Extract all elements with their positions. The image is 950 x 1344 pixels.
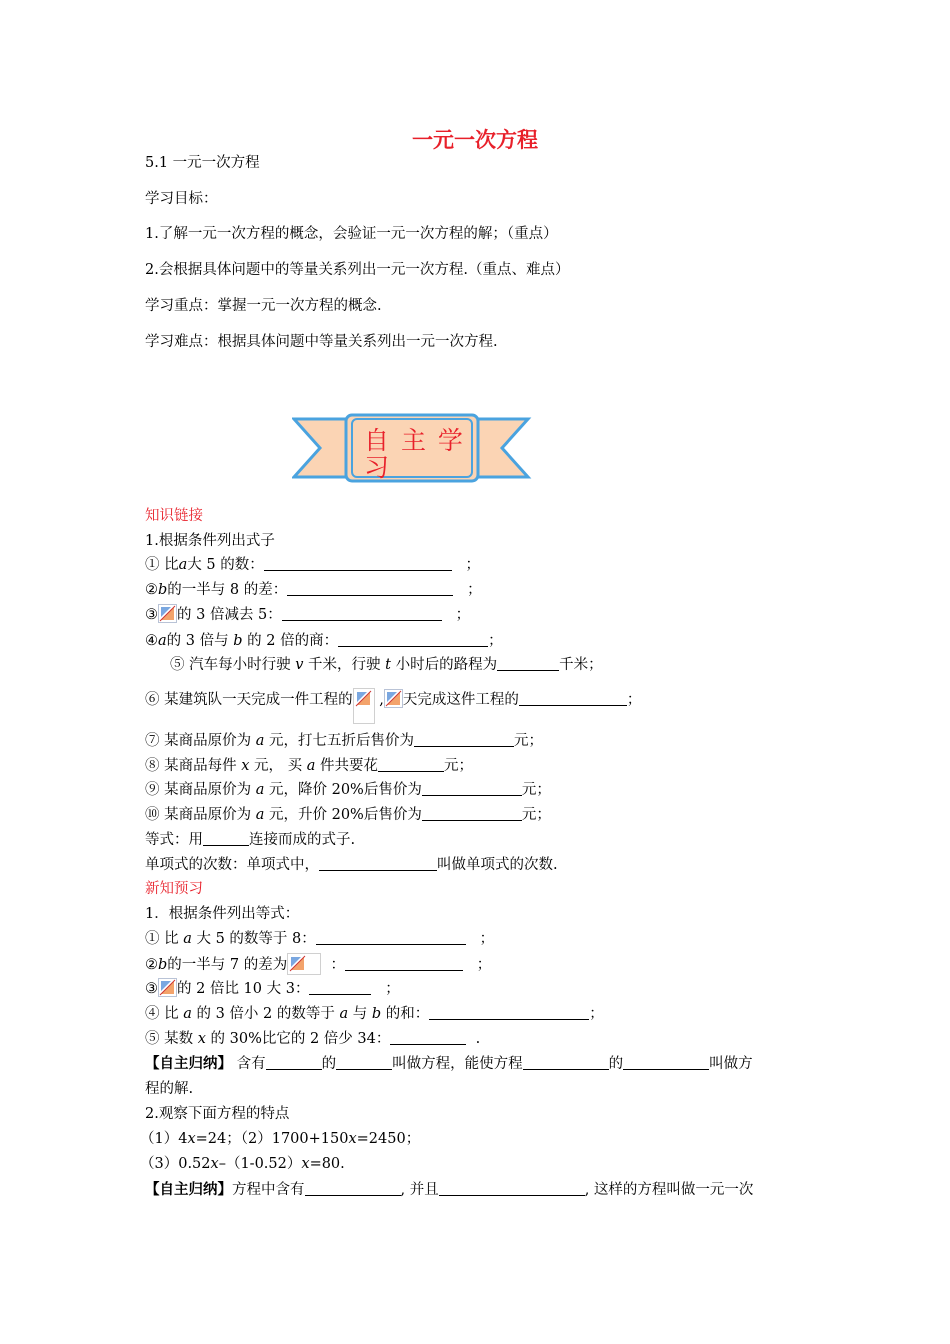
broken-image-icon — [158, 978, 177, 997]
knowledge-link-heading: 知识链接 — [145, 508, 203, 524]
answer-blank — [336, 1054, 392, 1070]
answer-blank — [497, 655, 559, 671]
answer-blank — [264, 555, 452, 571]
goal-2: 2.会根据具体问题中的等量关系列出一元一次方程.（重点、难点） — [145, 262, 570, 278]
page-title: 一元一次方程 — [412, 128, 538, 152]
p-item-2: ②b的一半与 7 的差为 ： ； — [145, 953, 491, 975]
section-heading: 5.1 一元一次方程 — [145, 155, 260, 171]
answer-blank — [422, 805, 522, 821]
answer-blank — [203, 830, 249, 846]
answer-blank — [338, 631, 488, 647]
answer-blank — [345, 955, 463, 971]
answer-blank — [439, 1180, 585, 1196]
k-item-7: ⑦ 某商品原价为 a 元，打七五折后售价为 元； — [145, 733, 543, 749]
broken-image-icon — [355, 690, 372, 707]
answer-blank — [422, 780, 522, 796]
section-banner — [292, 413, 532, 497]
preview-heading: 新知预习 — [145, 881, 203, 897]
answer-blank — [319, 855, 437, 871]
p-item-4: ④ 比 a 的 3 倍小 2 的数等于 a 与 b 的和： ； — [145, 1006, 604, 1022]
fraction-image-placeholder — [287, 953, 321, 975]
k-item-6: ⑥ 某建筑队一天完成一件工程的 , 天完成这件工程的 ； — [145, 688, 641, 724]
summary-1: 【自主归纳】 含有 的 叫做方程，能使方程 的 叫做方 — [145, 1055, 753, 1072]
k-item-2: ②b的一半与 8 的差： ； — [145, 582, 482, 598]
k-instruction: 1.根据条件列出式子 — [145, 533, 275, 549]
k-item-1: ① 比a大 5 的数： ； — [145, 557, 481, 573]
answer-blank — [287, 580, 453, 596]
answer-blank — [390, 1029, 466, 1045]
answer-blank — [316, 929, 466, 945]
p-item-3: ③ 的 2 倍比 10 大 3： ； — [145, 978, 400, 999]
p-item-1: ① 比 a 大 5 的数等于 8： ； — [145, 931, 495, 947]
p-item-5: ⑤ 某数 x 的 30%比它的 2 倍少 34： . — [145, 1031, 481, 1047]
key-point: 学习重点：掌握一元一次方程的概念. — [145, 298, 382, 314]
fraction-image-placeholder — [353, 688, 375, 724]
answer-blank — [429, 1004, 589, 1020]
answer-blank — [523, 1054, 609, 1070]
goals-heading: 学习目标： — [145, 191, 218, 207]
answer-blank — [305, 1180, 401, 1196]
answer-blank — [378, 756, 444, 772]
answer-blank — [282, 605, 442, 621]
answer-blank — [266, 1054, 322, 1070]
summary-2: 【自主归纳】方程中含有 , 并且 , 这样的方程叫做一元一次 — [145, 1181, 754, 1198]
answer-blank — [623, 1054, 709, 1070]
k-item-8: ⑧ 某商品每件 x 元， 买 a 件共要花 元； — [145, 758, 473, 774]
p-instruction: 1．根据条件列出等式： — [145, 906, 300, 922]
k-item-9: ⑨ 某商品原价为 a 元，降价 20%后售价为 元； — [145, 782, 551, 798]
observe-heading: 2.观察下面方程的特点 — [145, 1106, 290, 1122]
broken-image-icon — [384, 689, 403, 708]
k-item-3: ③ 的 3 倍减去 5： ； — [145, 604, 470, 625]
k-item-4: ④a的 3 倍与 b 的 2 倍的商： ； — [145, 633, 503, 649]
observe-line-2: （3）0.52x–（1-0.52）x=80. — [140, 1156, 345, 1172]
k-item-5: ⑤ 汽车每小时行驶 v 千米，行驶 t 小时后的路程为 千米； — [170, 657, 603, 673]
k-item-10: ⑩ 某商品原价为 a 元，升价 20%后售价为 元； — [145, 807, 551, 823]
answer-blank — [414, 731, 514, 747]
broken-image-icon — [158, 604, 177, 623]
answer-blank — [309, 979, 371, 995]
broken-image-icon — [289, 955, 306, 972]
banner-text: 自 主 学 习 — [364, 426, 465, 482]
difficulty: 学习难点：根据具体问题中等量关系列出一元一次方程. — [145, 334, 498, 350]
answer-blank — [519, 690, 627, 706]
goal-1: 1.了解一元一次方程的概念，会验证一元一次方程的解；（重点） — [145, 226, 558, 242]
observe-line-1: （1）4x=24；（2）1700+150x=2450； — [140, 1131, 421, 1147]
summary-1-cont: 程的解. — [145, 1081, 194, 1097]
equation-definition: 等式：用 连接而成的式子. — [145, 832, 356, 848]
degree-definition: 单项式的次数：单项式中， 叫做单项式的次数. — [145, 857, 558, 873]
